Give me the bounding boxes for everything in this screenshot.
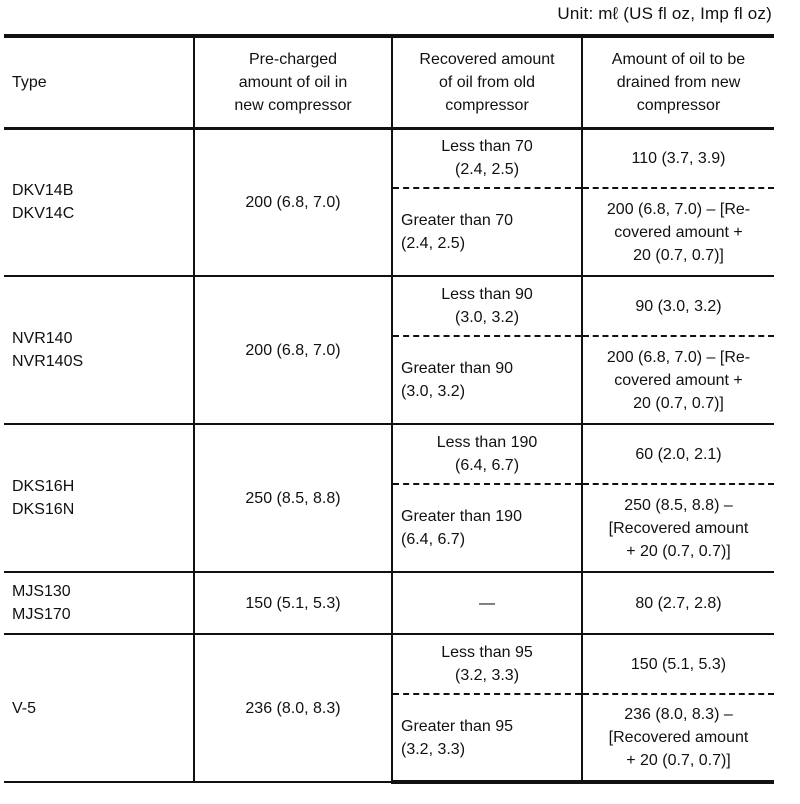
table-row [4, 424, 774, 484]
table-row [4, 634, 774, 694]
recovered-greater-cell: Greater than 90 (3.0, 3.2) [392, 336, 582, 424]
precharged-cell: 200 (6.8, 7.0) [194, 128, 392, 276]
recovered-greater-cell: Greater than 190 (6.4, 6.7) [392, 484, 582, 572]
recovered-cell: — [392, 572, 582, 634]
drained-less-cell: 150 (5.1, 5.3) [582, 634, 774, 694]
oil-adjustment-table [4, 34, 774, 784]
drained-greater-cell: 250 (8.5, 8.8) – [Recovered amount + 20 (0.7, 0.7)] [582, 484, 774, 572]
recovered-greater-cell: Greater than 95 (3.2, 3.3) [392, 694, 582, 782]
drained-cell: 80 (2.7, 2.8) [582, 572, 774, 634]
precharged-cell: 236 (8.0, 8.3) [194, 634, 392, 782]
header-precharged: Pre-charged amount of oil in new compressor [194, 36, 392, 128]
type-cell: V-5 [4, 634, 194, 782]
table-row [4, 128, 774, 188]
type-cell: DKS16H DKS16N [4, 424, 194, 572]
precharged-cell: 250 (8.5, 8.8) [194, 424, 392, 572]
recovered-greater-cell: Greater than 70 (2.4, 2.5) [392, 188, 582, 276]
table-row [4, 572, 774, 634]
table-row [4, 276, 774, 336]
type-cell: MJS130 MJS170 [4, 572, 194, 634]
recovered-less-cell: Less than 190 (6.4, 6.7) [392, 424, 582, 484]
precharged-cell: 150 (5.1, 5.3) [194, 572, 392, 634]
drained-greater-cell: 200 (6.8, 7.0) – [Re- covered amount + 20 (0.7, 0.7)] [582, 336, 774, 424]
drained-less-cell: 60 (2.0, 2.1) [582, 424, 774, 484]
header-type: Type [4, 36, 194, 128]
recovered-less-cell: Less than 90 (3.0, 3.2) [392, 276, 582, 336]
recovered-less-cell: Less than 95 (3.2, 3.3) [392, 634, 582, 694]
drained-less-cell: 90 (3.0, 3.2) [582, 276, 774, 336]
header-row [4, 36, 774, 128]
unit-caption: Unit: mℓ (US fl oz, Imp fl oz) [557, 4, 772, 23]
drained-less-cell: 110 (3.7, 3.9) [582, 128, 774, 188]
drained-greater-cell: 236 (8.0, 8.3) – [Recovered amount + 20 (0.7, 0.7)] [582, 694, 774, 782]
precharged-cell: 200 (6.8, 7.0) [194, 276, 392, 424]
type-cell: DKV14B DKV14C [4, 128, 194, 276]
header-recovered: Recovered amount of oil from old compressor [392, 36, 582, 128]
header-drained: Amount of oil to be drained from new compressor [582, 36, 774, 128]
drained-greater-cell: 200 (6.8, 7.0) – [Re- covered amount + 20 (0.7, 0.7)] [582, 188, 774, 276]
recovered-less-cell: Less than 70 (2.4, 2.5) [392, 128, 582, 188]
type-cell: NVR140 NVR140S [4, 276, 194, 424]
